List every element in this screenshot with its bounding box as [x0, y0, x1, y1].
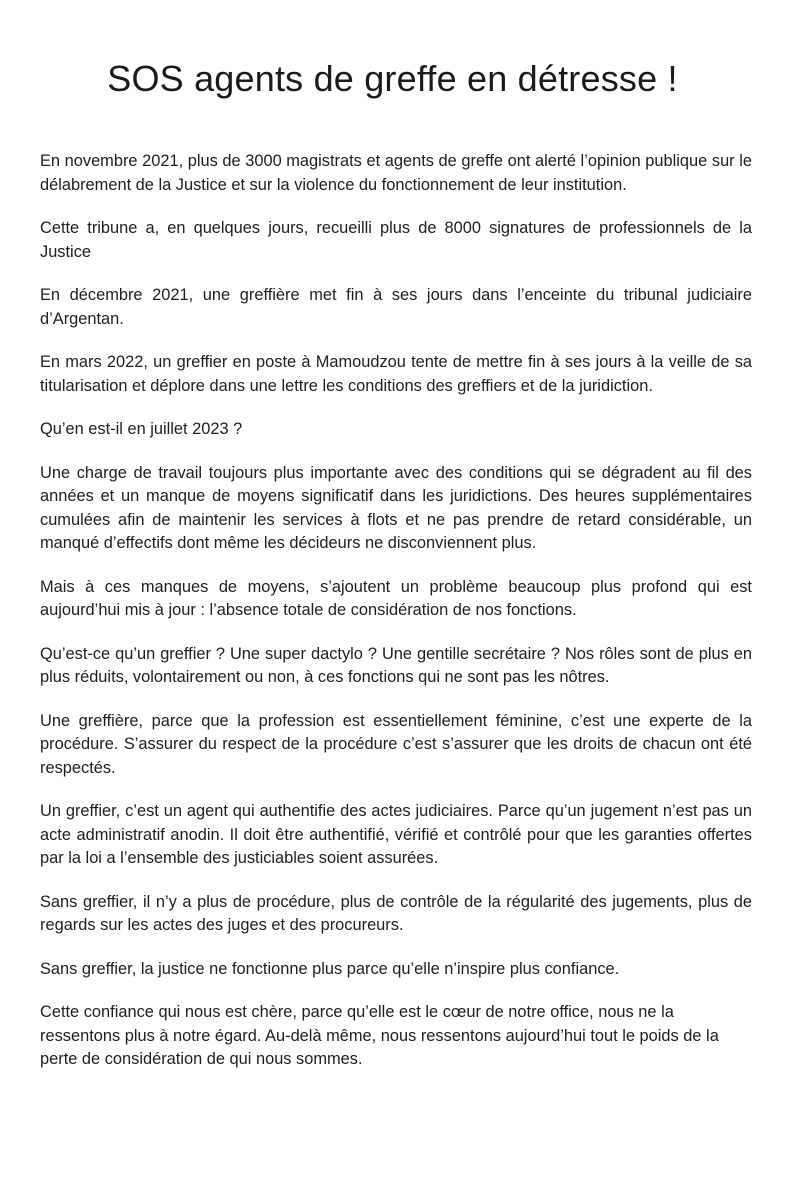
- document-title: SOS agents de greffe en détresse !: [107, 58, 678, 99]
- paragraph-2: Cette tribune a, en quelques jours, recueilli plus de 8000 signatures de professionnels de la Justice: [40, 219, 752, 261]
- paragraph-9: Une greffière, parce que la profession est essentiellement féminine, c’est une experte de la procédure. S’assurer du respect de la procédure c’est s’assurer que les droits de chacun ont été respectés.: [40, 711, 752, 777]
- paragraph-12: Sans greffier, la justice ne fonctionne plus parce qu’elle n’inspire plus confiance.: [40, 959, 620, 978]
- paragraph-11: Sans greffier, il n’y a plus de procédure, plus de contrôle de la régularité des jugements, plus de regards sur les actes des juges et des procureurs.: [40, 892, 752, 934]
- paragraph-8: Qu’est-ce qu’un greffier ? Une super dactylo ? Une gentille secrétaire ? Nos rôles sont de plus en plus réduits, volontairement ou non, à ces fonctions qui ne sont pas les nôtres.: [40, 644, 752, 686]
- document-body: [40, 150, 752, 1092]
- paragraph-10: Un greffier, c’est un agent qui authentifie des actes judiciaires. Parce qu’un jugement n’est pas un acte administratif anodin. Il doit être authentifié, vérifié et contrôlé pour que les garanties offertes par la loi a l’ensemble des justiciables soient assurées.: [40, 802, 752, 867]
- paragraph-3: En décembre 2021, une greffière met fin à ses jours dans l’enceinte du tribunal judiciaire d’Argentan.: [40, 286, 752, 328]
- paragraph-1: En novembre 2021, plus de 3000 magistrats et agents de greffe ont alerté l’opinion publique sur le délabrement de la Justice et sur la violence du fonctionnement de leur institution.: [40, 152, 752, 194]
- paragraph-6: Une charge de travail toujours plus importante avec des conditions qui se dégradent au fil des années et un manque de moyens significatif dans les juridictions. Des heures supplémentaires cumulées afin de maintenir les services à flots et ne pas prendre de retard considérable, un manqué d’effectifs dont même les décideurs ne disconviennent plus.: [40, 463, 752, 552]
- paragraph-4: En mars 2022, un greffier en poste à Mamoudzou tente de mettre fin à ses jours à la veille de sa titularisation et déplore dans une lettre les conditions des greffiers et de la juridiction.: [40, 353, 752, 395]
- paragraph-5: Qu’en est-il en juillet 2023 ?: [40, 420, 243, 438]
- paragraph-7: Mais à ces manques de moyens, s’ajoutent un problème beaucoup plus profond qui est aujourd’hui mis à jour : l’absence totale de considération de nos fonctions.: [40, 577, 752, 619]
- paragraph-13: Cette confiance qui nous est chère, parce qu’elle est le cœur de notre office, nous ne la ressentons plus à notre égard. Au-delà même, nous ressentons aujourd’hui tout le poids de la perte de considération de qui nous sommes.: [40, 1003, 719, 1068]
